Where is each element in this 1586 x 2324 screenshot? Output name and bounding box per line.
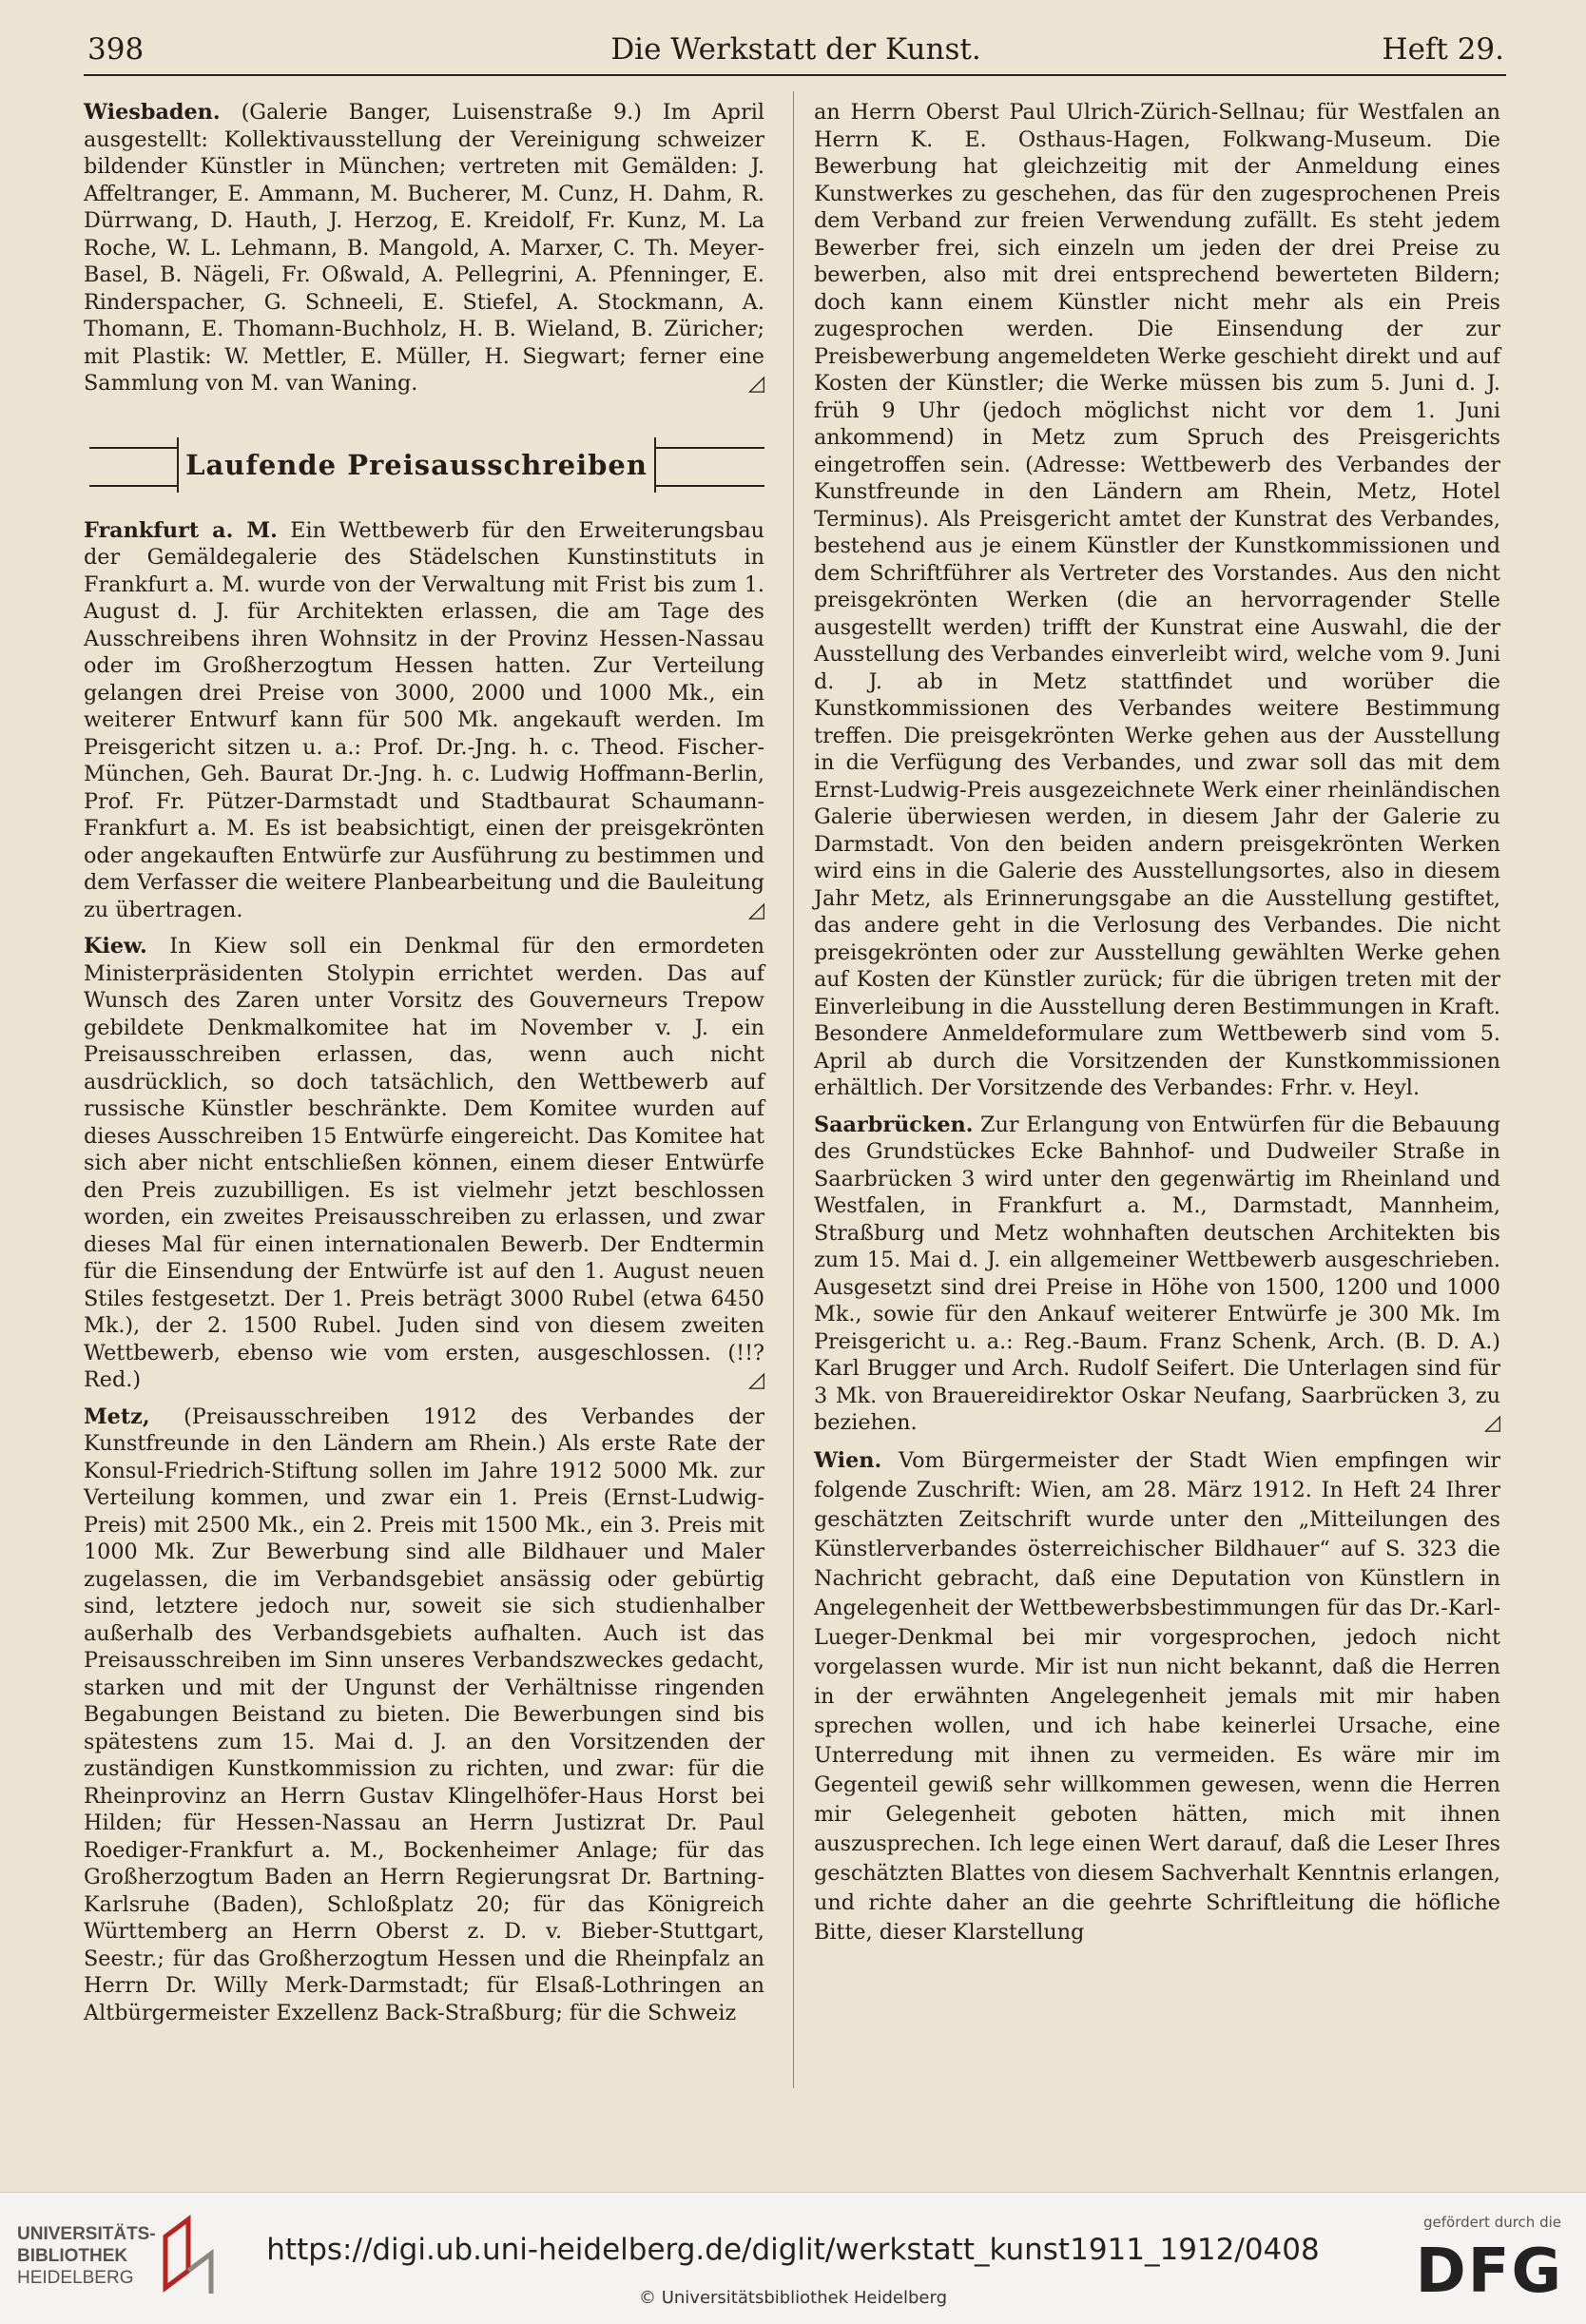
- entry-frankfurt: [84, 517, 764, 924]
- copyright-notice: © Universitätsbibliothek Heidelberg: [638, 2288, 947, 2308]
- entry-text: Vom Bürgermeister der Stadt Wien empfingen wir folgende Zuschrift: Wien, am 28. März 1912. In Heft 24 Ihrer geschätzten Zeitschrift wurde unter den „Mitteilungen des Künstlerverbandes österreichischer Bildhauer“ auf S. 323 die Nachricht gebracht, daß eine Deputation von Künstlern in Angelegenheit der Wettbewerbsbestimmungen für das Dr.-Karl-Lueger-Denkmal bei mir vorgesprochen, jedoch nicht vorgelassen wurde. Mir ist nun nicht bekannt, daß die Herren in der erwähnten Angelegenheit jemals mit mir haben sprechen wollen, und ich habe keinerlei Ursache, eine Unterredung mit ihnen zu vermeiden. Es wäre mir im Gegenteil gewiß sehr willkommen gewesen, wenn die Herren mir Gelegenheit geboten hätten, mich mit ihnen auszusprechen. Ich lege einen Wert darauf, daß die Leser Ihres geschätzten Blattes von diesem Sachverhalt Kenntnis erlangen, und richte daher an die geehrte Schriftleitung die höfliche Bitte, dieser Klarstellung: [814, 1447, 1500, 1945]
- end-mark-icon: ◿: [1483, 1410, 1500, 1435]
- entry-kiew: [84, 933, 764, 1394]
- entry-place: Metz,: [84, 1404, 150, 1429]
- entry-metz: [84, 1404, 764, 2027]
- dfg-logo[interactable]: DFG: [1415, 2237, 1563, 2307]
- end-mark-icon: ◿: [747, 371, 764, 396]
- end-mark-icon: ◿: [747, 897, 764, 922]
- entry-wiesbaden: [84, 99, 764, 397]
- entry-text: (Preisausschreiben 1912 des Verbandes der Kunstfreunde in den Ländern am Rhein.) Als erste Rate der Konsul-Friedrich-Stiftung sollen im Jahre 1912 5000 Mk. zur Verteilung kommen, und zwar ein 1. Preis (Ernst-Ludwig-Preis) mit 2500 Mk., ein 2. Preis mit 1500 Mk., ein 3. Preis mit 1000 Mk. Zur Bewerbung sind alle Bildhauer und Maler zugelassen, die im Verbandsgebiet ansässig oder gebürtig sind, letztere jedoch nur, soweit sie sich studienhalber außerhalb des Verbandsgebiets aufhalten. Auch ist das Preisausschreiben im Sinn unseres Verbandszweckes gedacht, starken und mit der Ungunst der Verhältnisse ringenden Begabungen Beistand zu bieten. Die Bewerbungen sind bis spätestens zum 15. Mai d. J. an den Vorsitzenden der zuständigen Kunstkommission zu richten, und zwar: für die Rheinprovinz an Herrn Gustav Klingelhöfer-Haus Horst bei Hilden; für Hessen-Nassau an Herrn Justizrat Dr. Paul Roediger-Frankfurt a. M., Bockenheimer Anlage; für das Großherzogtum Baden an Herrn Regierungsrat Dr. Bartning-Karlsruhe (Baden), Schloßplatz 20; für das Königreich Württemberg an Herrn Oberst z. D. v. Bieber-Stuttgart, Seestr.; für das Großherzogtum Hessen und die Rheinpfalz an Herrn Dr. Willy Merk-Darmstadt; für Elsaß-Lothringen an Altbürgermeister Exzellenz Back-Straßburg; für die Schweiz: [84, 1404, 764, 2025]
- library-name-line1: UNIVERSITÄTS-: [17, 2224, 156, 2244]
- entry-wien: [814, 1446, 1500, 1947]
- entry-saarbruecken: [814, 1112, 1500, 1437]
- left-column: [84, 99, 764, 2026]
- heading-rule-left: [89, 447, 177, 487]
- viewer-footer: [0, 2192, 1586, 2324]
- heading-rule-right: [654, 447, 764, 487]
- entry-place: Frankfurt a. M.: [84, 517, 278, 543]
- entry-place: Kiew.: [84, 934, 147, 959]
- page-number: 398: [87, 32, 145, 67]
- header-rule: [84, 74, 1506, 76]
- entry-text: (Galerie Banger, Luisenstraße 9.) Im April ausgestellt: Kollektivausstellung der Vereinigung schweizer bildender Künstler in München; vertreten mit Gemälden: J. Affeltranger, E. Ammann, M. Bucherer, M. Cunz, H. Dahm, R. Dürrwang, D. Hauth, J. Herzog, E. Kreidolf, Fr. Kunz, M. La Roche, W. L. Lehmann, B. Mangold, A. Marxer, C. Th. Meyer-Basel, B. Nägeli, Fr. Oßwald, A. Pellegrini, A. Pfenninger, E. Rinderspacher, G. Schneeli, E. Stiefel, A. Stockmann, A. Thomann, E. Thomann-Buchholz, H. B. Wieland, B. Züricher; mit Plastik: W. Mettler, E. Müller, H. Siegwart; ferner eine Sammlung von M. van Waning.: [84, 100, 764, 396]
- entry-text: Zur Erlangung von Entwürfen für die Bebauung des Grundstückes Ecke Bahnhof- und Dudweiler Straße in Saarbrücken 3 wird unter den gegenwärtig im Rheinland und Westfalen, in Frankfurt a. M., Darmstadt, Mannheim, Straßburg und Metz wohnhaften deutschen Architekten bis zum 15. Mai d. J. ein allgemeiner Wettbewerb ausgeschrieben. Ausgesetzt sind drei Preise in Höhe von 1500, 1200 und 1000 Mk., sowie für den Ankauf weiterer Entwürfe je 300 Mk. Im Preisgericht u. a.: Reg.-Baum. Franz Schenk, Arch. (B. D. A.) Karl Brugger und Arch. Rudolf Seifert. Die Unterlagen sind für 3 Mk. von Brauereidirektor Oskar Neufang, Saarbrücken 3, zu beziehen.: [814, 1112, 1500, 1435]
- end-mark-icon: ◿: [747, 1367, 764, 1392]
- running-header: [87, 29, 1504, 70]
- journal-title: Die Werkstatt der Kunst.: [610, 32, 981, 67]
- permalink-url[interactable]: https://digi.ub.uni-heidelberg.de/diglit/werkstatt_kunst1911_1912/0408: [266, 2233, 1320, 2267]
- entry-metz-continued: [814, 99, 1500, 1102]
- entry-place: Saarbrücken.: [814, 1112, 974, 1137]
- funding-note: gefördert durch die: [1423, 2214, 1561, 2231]
- column-divider: [793, 91, 794, 2088]
- library-name-line3: HEIDELBERG: [17, 2268, 134, 2288]
- library-name-line2: BIBLIOTHEK: [17, 2246, 128, 2266]
- entry-text: In Kiew soll ein Denkmal für den ermordeten Ministerpräsidenten Stolypin errichtet werden. Das auf Wunsch des Zaren unter Vorsitz des Gouverneurs Trepow gebildete Denkmalkomitee hat im November v. J. ein Preisausschreiben erlassen, das, wenn auch nicht ausdrücklich, so doch tatsächlich, den Wettbewerb auf russische Künstler beschränkte. Dem Komitee wurden auf dieses Ausschreiben 15 Entwürfe eingereicht. Das Komitee hat sich aber nicht entschließen können, einem dieser Entwürfe den Preis zuzubilligen. Es ist vielmehr jetzt beschlossen worden, ein zweites Preisausschreiben zu erlassen, und zwar dieses Mal für einen internationalen Bewerb. Der Endtermin für die Einsendung der Entwürfe ist auf den 1. August neuen Stiles festgesetzt. Der 1. Preis beträgt 3000 Rubel (etwa 6450 Mk.), der 2. 1500 Rubel. Juden sind von diesem zweiten Wettbewerb, ebenso wie vom ersten, ausgeschlossen. (!!? Red.): [84, 934, 764, 1392]
- entry-place: Wien.: [814, 1447, 882, 1473]
- issue-number: Heft 29.: [1382, 32, 1504, 67]
- section-heading-box: [89, 437, 764, 496]
- entry-place: Wiesbaden.: [84, 100, 221, 125]
- entry-text: Ein Wettbewerb für den Erweiterungsbau der Gemäldegalerie des Städelschen Kunstinstituts in Frankfurt a. M. wurde von der Verwaltung mit Frist bis zum 1. August d. J. für Architekten erlassen, die am Tage des Ausschreibens ihren Wohnsitz in der Provinz Hessen-Nassau oder im Großherzogtum Hessen hatten. Zur Verteilung gelangen drei Preise von 3000, 2000 und 1000 Mk., ein weiterer Entwurf kann für 500 Mk. angekauft werden. Im Preisgericht sitzen u. a.: Prof. Dr.-Jng. h. c. Theod. Fischer-München, Geh. Baurat Dr.-Jng. h. c. Ludwig Hoffmann-Berlin, Prof. Fr. Pützer-Darmstadt und Stadtbaurat Schaumann-Frankfurt a. M. Es ist beabsichtigt, einen der preisgekrönten oder angekauften Entwürfe zur Ausführung zu bestimmen und dem Verfasser die weitere Planbearbeitung und die Bauleitung zu übertragen.: [84, 517, 764, 922]
- right-column: [814, 99, 1500, 1947]
- entry-text: an Herrn Oberst Paul Ulrich-Zürich-Sellnau; für Westfalen an Herrn K. E. Osthaus-Hagen, Folkwang-Museum. Die Bewerbung hat gleichzeitig mit der Anmeldung eines Kunstwerkes zu geschehen, das für den zugesprochenen Preis dem Verband zur freien Verwendung zufällt. Es steht jedem Bewerber frei, sich einzeln um jeden der drei Preise zu bewerben, also mit drei entsprechend bewerteten Bildern; doch kann einem Künstler nicht mehr als ein Preis zugesprochen werden. Die Einsendung der zur Preisbewerbung angemeldeten Werke geschieht direkt und auf Kosten der Künstler; die Werke müssen bis zum 5. Juni d. J. früh 9 Uhr (jedoch möglichst nicht vor dem 1. Juni ankommend) in Metz zum Spruch des Preisgerichts eingetroffen sein. (Adresse: Wettbewerb des Verbandes der Kunstfreunde in den Ländern am Rhein, Metz, Hotel Terminus). Als Preisgericht amtet der Kunstrat des Verbandes, bestehend aus je einem Künstler der Kunstkommissionen und dem Schriftführer als Vertreter des Vorstandes. Aus den nicht preisgekrönten Werken (die an hervorragender Stelle ausgestellt werden) trifft der Kunstrat eine Auswahl, die der Ausstellung des Verbandes einverleibt wird, welche vom 9. Juni d. J. ab in Metz stattfindet und worüber die Kunstkommissionen des Verbandes weitere Bestimmung treffen. Die preisgekrönten Werke gehen aus der Ausstellung in die Verfügung des Verbandes, und zwar soll das mit dem Ernst-Ludwig-Preis ausgezeichnete Werk einer rheinländischen Galerie überwiesen werden, in diesem Jahr der Galerie zu Darmstadt. Von den beiden andern preisgekrönten Werken wird eins in die Galerie des Ausstellungsortes, also in diesem Jahr Metz, als Erinnerungsgabe an die Ausstellung gestiftet, das andere geht in die Verlosung des Verbandes. Die nicht preisgekrönten oder zur Ausstellung gewählten Werke gehen auf Kosten der Künstler zurück; für die übrigen treten mit der Einverleibung in die Ausstellung deren Bestimmungen in Kraft. Besondere Anmeldeformulare zum Wettbewerb sind vom 5. April ab durch die Vorsitzenden der Kunstkommissionen erhältlich. Der Vorsitzende des Verbandes: Frhr. v. Heyl.: [814, 100, 1500, 1100]
- section-heading: Laufende Preisausschreiben: [177, 437, 656, 493]
